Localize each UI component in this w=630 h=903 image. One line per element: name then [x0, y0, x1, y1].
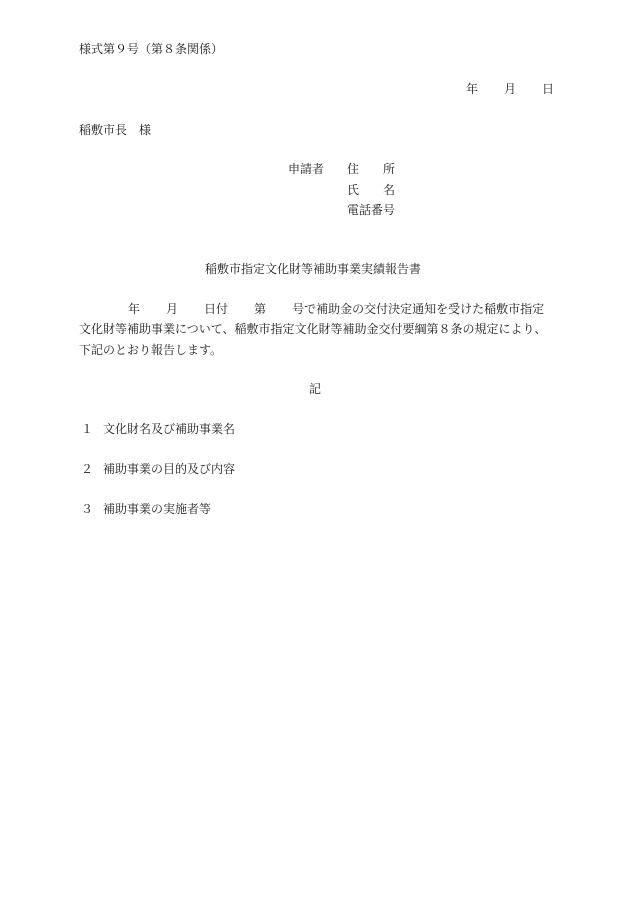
- item-number: １: [81, 422, 94, 436]
- item-number: ３: [81, 502, 94, 516]
- date-line: [466, 83, 554, 95]
- addressee: 稲敷市長 様: [79, 123, 152, 137]
- body-month: 月: [166, 302, 179, 316]
- body-number-prefix: 第: [254, 302, 267, 316]
- address-label: 住 所: [347, 162, 396, 176]
- phone-label: 電話番号: [347, 203, 396, 217]
- list-item: [81, 503, 211, 515]
- body-line-1: [128, 303, 544, 315]
- item-label: 補助事業の実施者等: [103, 502, 212, 516]
- list-item: [81, 423, 235, 435]
- date-month: 月: [504, 82, 517, 96]
- ki-heading: 記: [309, 382, 322, 396]
- applicant-label: 申請者: [288, 162, 325, 176]
- name-label: 氏 名: [347, 183, 396, 197]
- date-year: 年: [466, 82, 479, 96]
- form-number: 様式第９号（第８条関係）: [79, 42, 224, 56]
- body-dated: 日付: [204, 302, 229, 316]
- body-year: 年: [128, 302, 141, 316]
- body-line-2: 文化財等補助事業について、稲敷市指定文化財等補助金交付要綱第８条の規定により、: [79, 322, 547, 336]
- body-line-3: 下記のとおり報告します。: [79, 343, 223, 357]
- date-day: 日: [542, 82, 555, 96]
- item-label: 文化財名及び補助事業名: [103, 422, 236, 436]
- document-title: 稲敷市指定文化財等補助事業実績報告書: [205, 262, 422, 276]
- body-line-1-rest: 号で補助金の交付決定通知を受けた稲敷市指定: [292, 302, 545, 316]
- list-item: [81, 463, 235, 475]
- item-number: ２: [81, 462, 94, 476]
- item-label: 補助事業の目的及び内容: [103, 462, 236, 476]
